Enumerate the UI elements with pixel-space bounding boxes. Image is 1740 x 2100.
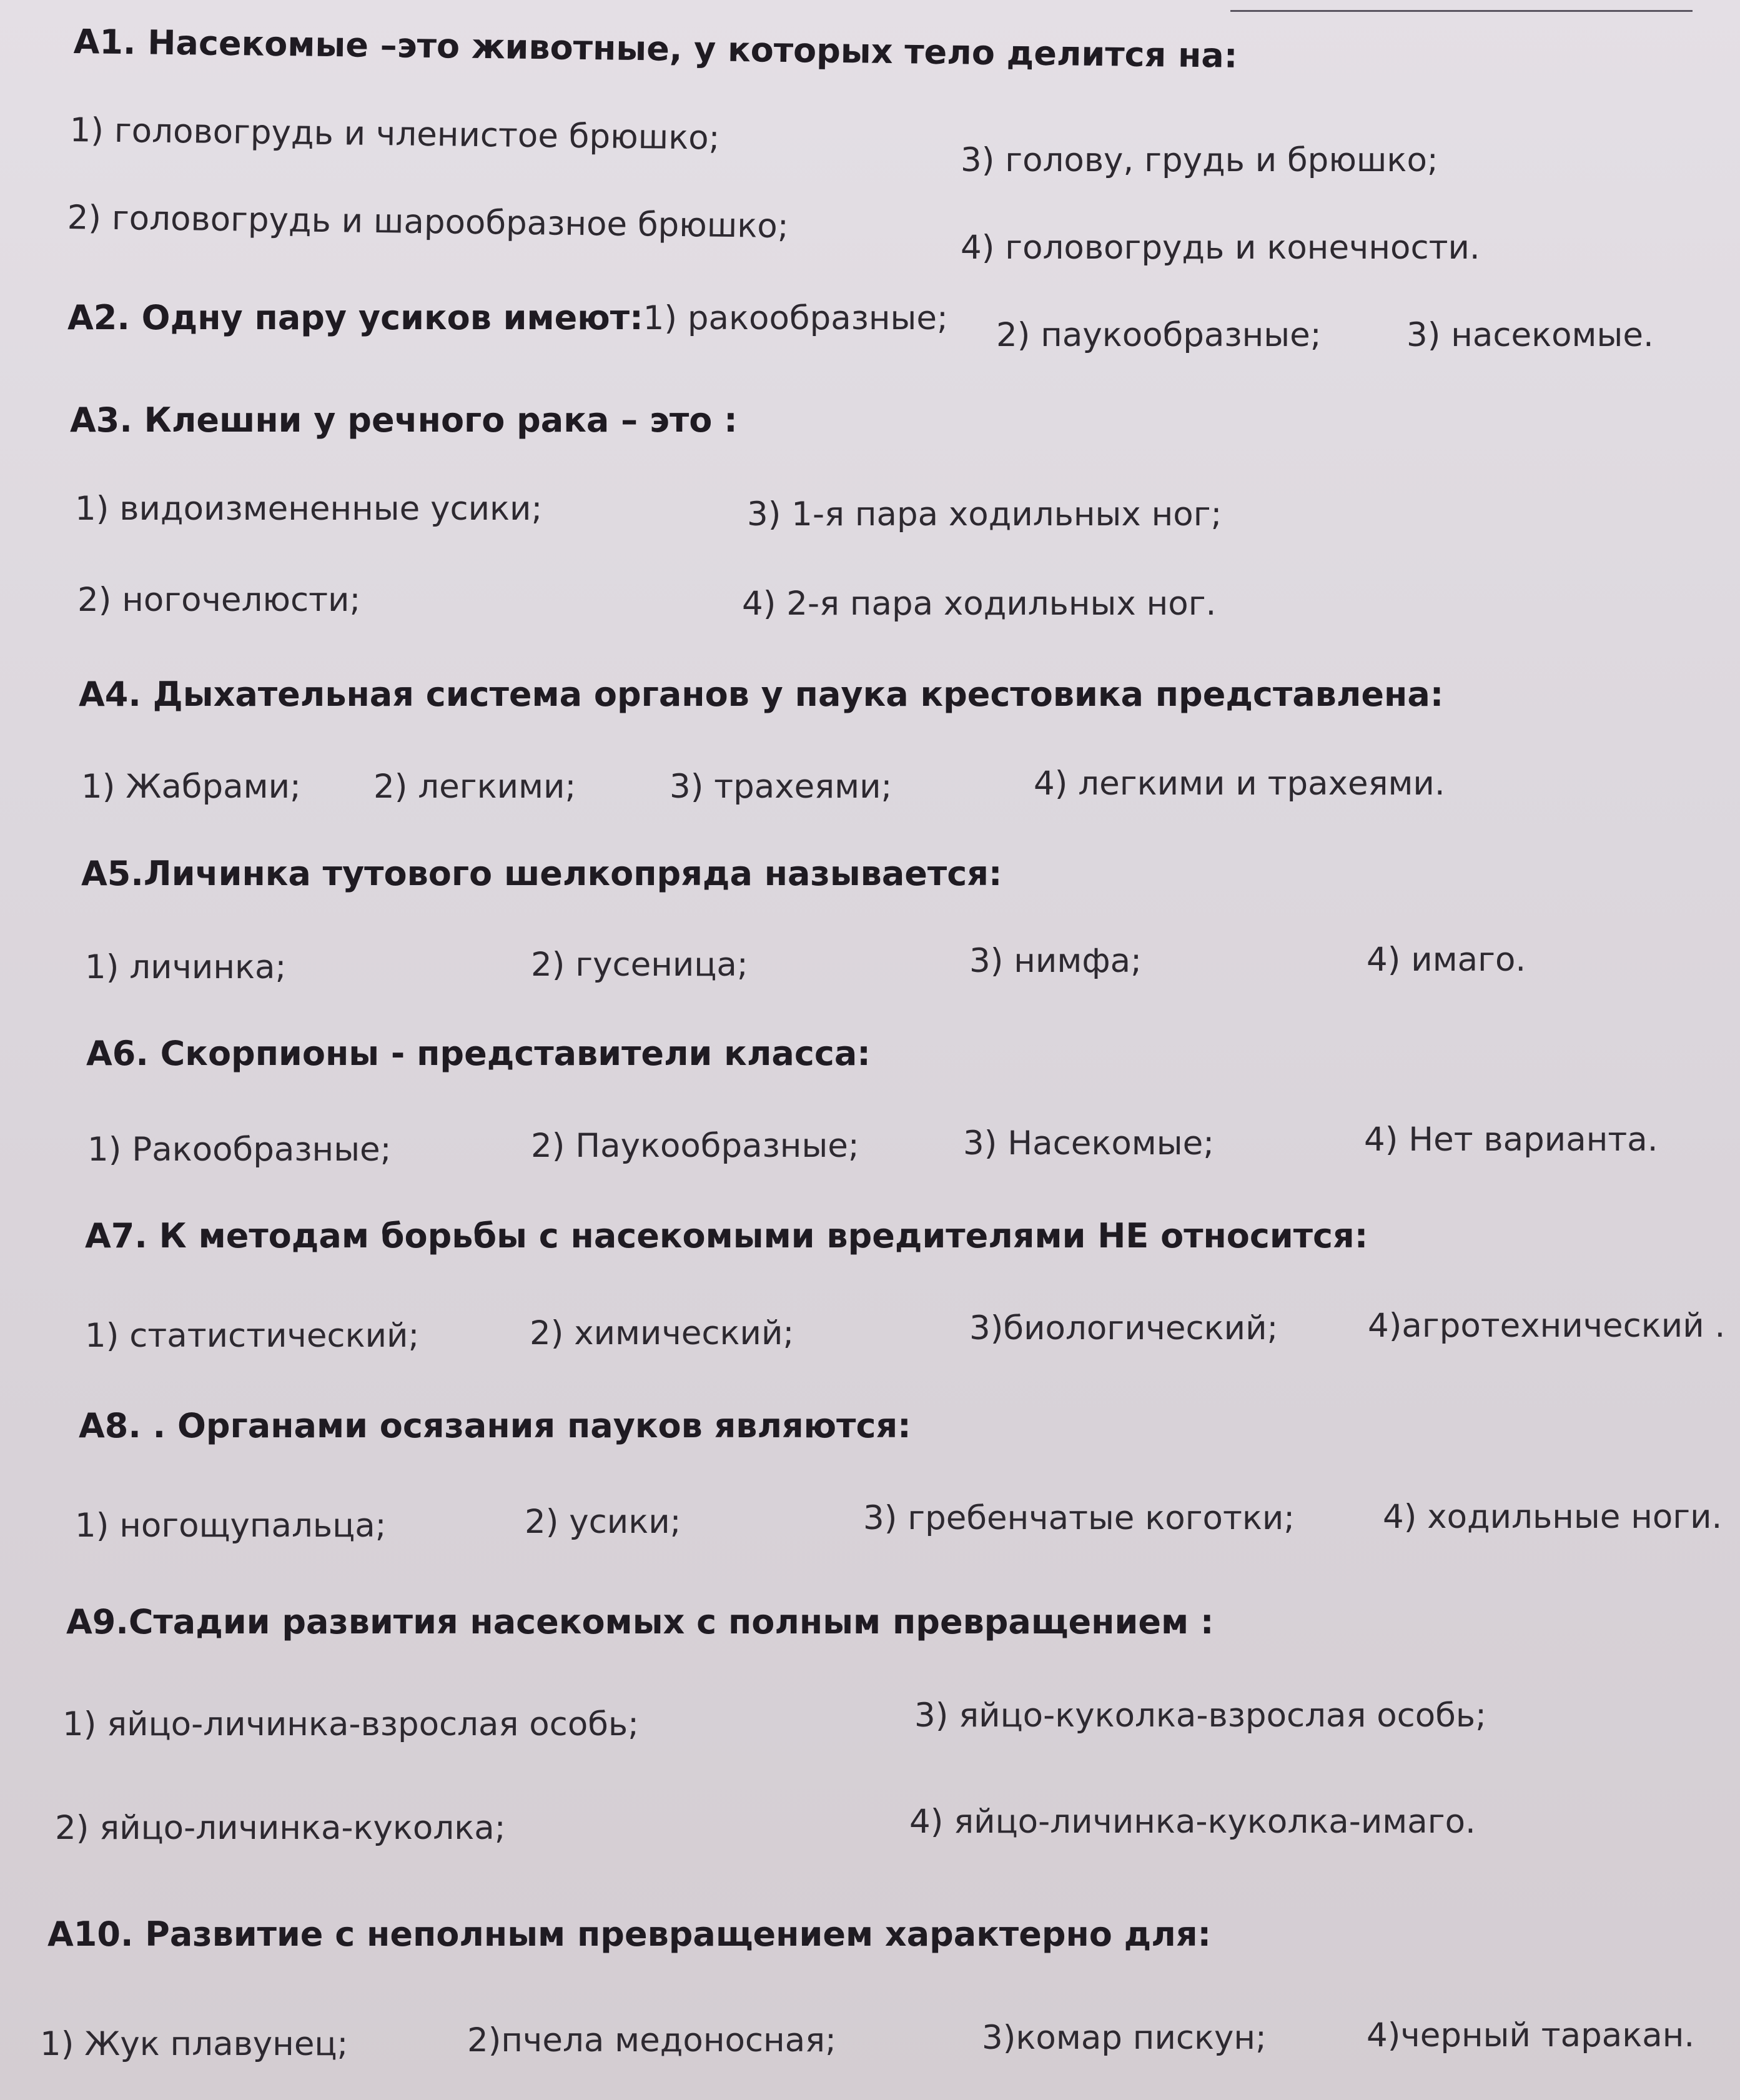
answer-option: 1) ракообразные; (643, 299, 948, 337)
answer-option: 1) Ракообразные; (87, 1131, 392, 1169)
answer-option: 2) гусеница; (531, 946, 748, 984)
answer-option: 2) химический; (530, 1314, 794, 1352)
answer-option: 4)агротехнический . (1368, 1307, 1726, 1345)
question-title: А8. . Органами осязания пауков являются: (79, 1406, 911, 1445)
answer-option: 2)пчела медоносная; (467, 2021, 836, 2059)
answer-option: 2) яйцо-личинка-куколка; (55, 1809, 506, 1847)
answer-option: 2) легкими; (373, 768, 576, 806)
answer-option: 3) гребенчатые коготки; (863, 1499, 1295, 1537)
answer-option: 4)черный таракан. (1367, 2016, 1695, 2054)
question-title: А5.Личинка тутового шелкопряда называется: (81, 854, 1002, 893)
question-title: А1. Насекомые –это животные, у которых тело делится на: (73, 22, 1238, 76)
answer-option: 3) трахеями; (670, 768, 892, 806)
name-underline (1230, 0, 1693, 12)
answer-option: 1) ногощупальца; (75, 1507, 387, 1545)
answer-option: 3) 1-я пара ходильных ног; (747, 495, 1222, 533)
question-title: А9.Стадии развития насекомых с полным превращением : (66, 1602, 1214, 1642)
answer-option: 3)биологический; (969, 1309, 1278, 1347)
question-row (67, 298, 948, 337)
question-title: А4. Дыхательная система органов у паука крестовика представлена: (79, 675, 1444, 714)
answer-option: 4) легкими и трахеями. (1034, 765, 1445, 803)
answer-option: 3)комар пискун; (982, 2019, 1267, 2057)
answer-option: 1) яйцо-личинка-взрослая особь; (62, 1705, 640, 1743)
answer-option: 3) нимфа; (969, 942, 1142, 980)
answer-option: 2) паукообразные; (996, 316, 1322, 354)
answer-option: 1) Жабрами; (81, 768, 301, 806)
answer-option: 3) Насекомые; (963, 1124, 1215, 1162)
answer-option: 4) имаго. (1367, 941, 1526, 979)
answer-option: 4) головогрудь и конечности. (961, 229, 1480, 267)
answer-option: 1) Жук плавунец; (40, 2025, 348, 2063)
answer-option: 1) видоизмененные усики; (75, 490, 543, 528)
answer-option: 4) ходильные ноги. (1383, 1498, 1723, 1536)
answer-option: 1) личинка; (85, 948, 287, 986)
answer-option: 4) Нет варианта. (1364, 1121, 1658, 1159)
answer-option: 3) голову, грудь и брюшко; (961, 141, 1438, 179)
answer-option: 2) усики; (525, 1503, 681, 1541)
answer-option: 2) головогрудь и шарообразное брюшко; (67, 199, 789, 246)
question-title: А6. Скорпионы - представители класса: (86, 1034, 871, 1073)
question-title: А3. Клешни у речного рака – это : (70, 400, 738, 440)
answer-option: 4) 2-я пара ходильных ног. (742, 585, 1217, 623)
question-title: А2. Одну пару усиков имеют: (67, 298, 643, 337)
question-title: А10. Развитие с неполным превращением характерно для: (47, 1914, 1212, 1954)
answer-option: 4) яйцо-личинка-куколка-имаго. (909, 1803, 1476, 1841)
answer-option: 3) яйцо-куколка-взрослая особь; (914, 1696, 1486, 1735)
answer-option: 1) головогрудь и членистое брюшко; (69, 111, 720, 157)
question-title: А7. К методам борьбы с насекомыми вредителями НЕ относится: (85, 1216, 1368, 1256)
answer-option: 2) ногочелюсти; (77, 581, 361, 619)
answer-option: 2) Паукообразные; (531, 1127, 859, 1165)
answer-option: 3) насекомые. (1406, 316, 1654, 354)
answer-option: 1) статистический; (85, 1317, 420, 1355)
